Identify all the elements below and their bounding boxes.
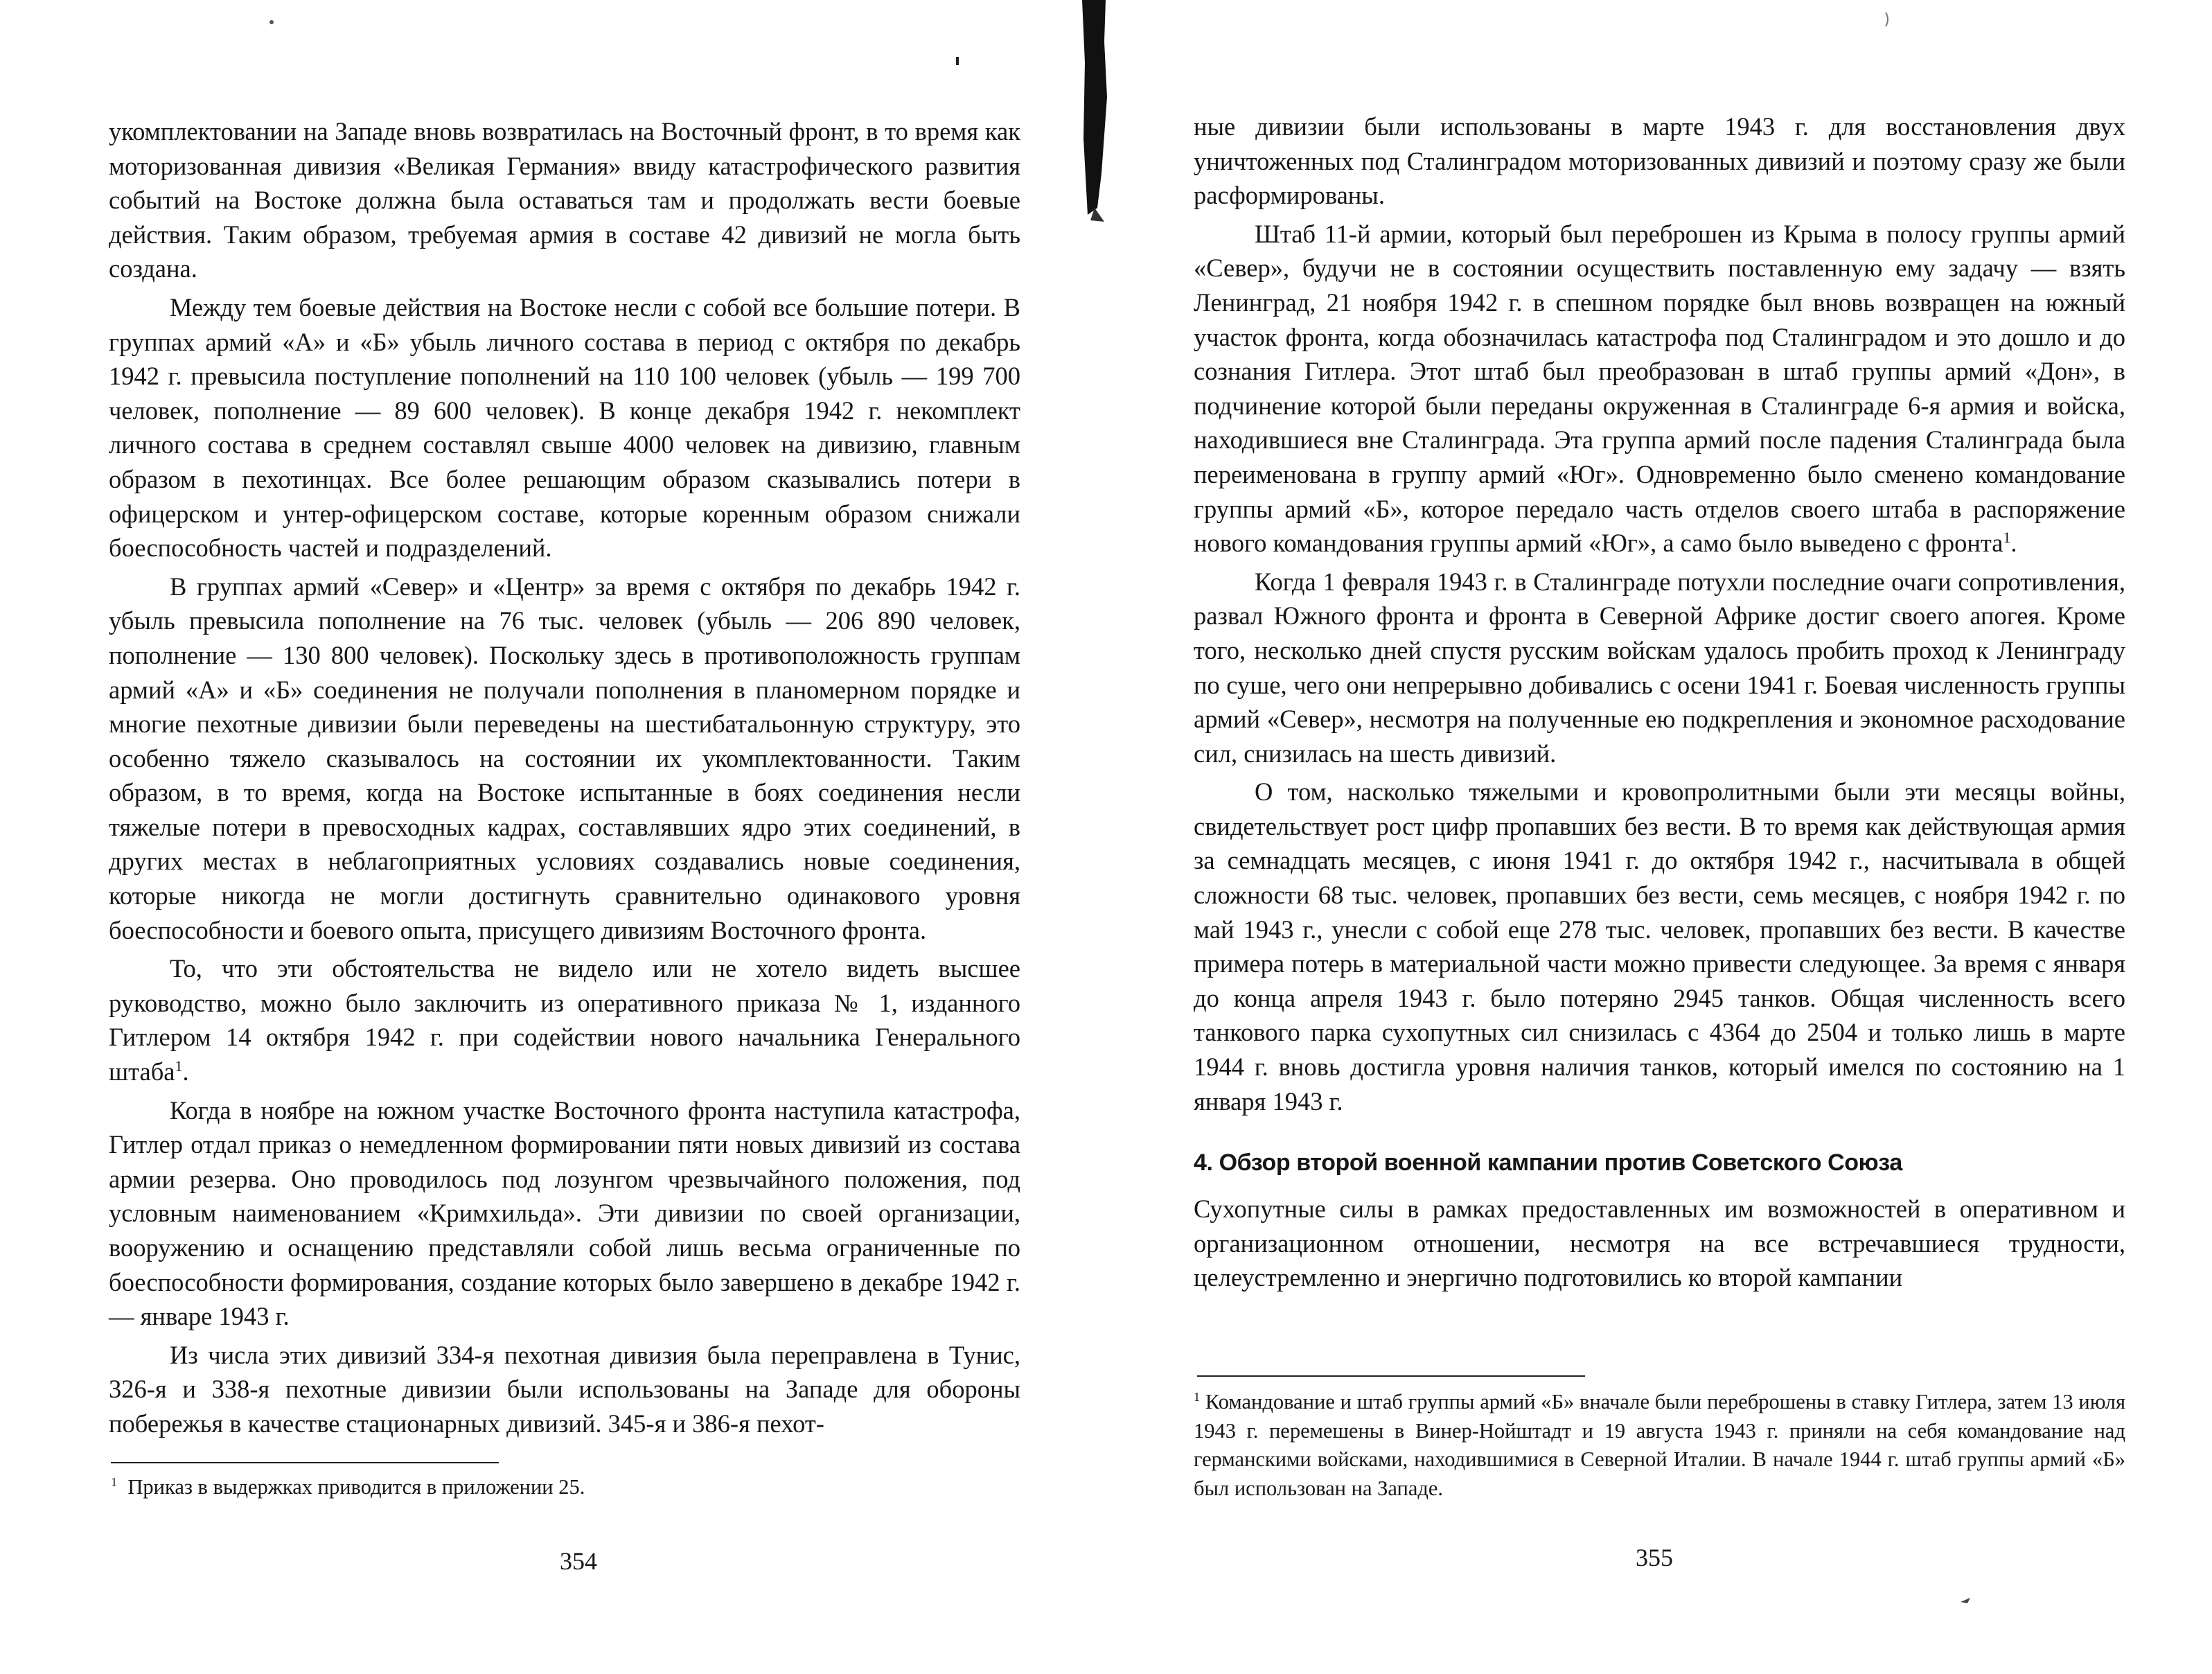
paragraph-text: То, что эти обстоятельства не видело или не хотело видеть высшее руководство, можно было заключить из оперативного приказа № 1, изданного Гитлером 14 октября 1942 г. при содействии нового начальника Генерального штаба (109, 954, 1020, 1086)
footnote-separator (111, 1462, 499, 1463)
paragraph: Когда в ноябре на южном участке Восточного фронта наступила катастрофа, Гитлер отдал приказ о немедленном формировании пяти новых дивизий из состава армии резерва. Оно проводилось под лозунгом чрезвычайного положения, под условным наименованием «Кримхильда». Эти дивизии по своей организации, вооружению и оснащению представляли собой лишь весьма ограниченные по боеспособности формирования, создание которых было завершено в декабре 1942 г. — январе 1943 г. (109, 1095, 1020, 1331)
paragraph: О том, насколько тяжелыми и кровопролитными были эти месяцы войны, свидетельствует рост цифр пропавших без вести. В то время как действующая армия за семнадцать месяцев, с июня 1941 г. до октября 1942 г., насчитывала в общей сложности 68 тыс. человек, пропавших без вести, семь месяцев, с ноября 1942 г. по май 1943 г., унесли с собой еще 278 тыс. человек, пропавших без вести. В качестве примера потерь в материальной части можно привести следующее. За время с января до конца апреля 1943 г. было потеряно 2945 танков. Общая численность всего танкового парка сухопутных сил снизилась с 4364 до 2504 и только лишь в марте 1944 г. вновь достигла уровня наличия танков, который имелся по состоянию на 1 января 1943 г. (1194, 777, 2125, 1116)
paragraph: Сухопутные силы в рамках предоставленных им возможностей в оперативном и организационном отношении, несмотря на все встречавшиеся трудности, целеустремленно и энергично подготовились ко второй кампании (1194, 1195, 2125, 1292)
footnote-separator (1197, 1375, 1585, 1377)
paragraph-with-footnote-ref: То, что эти обстоятельства не видело или не хотело видеть высшее руководство, можно было заключить из оперативного приказа № 1, изданного Гитлером 14 октября 1942 г. при содействии нового начальника Генерального штаба$^1$. (109, 954, 1020, 1086)
footnote-reference: 1 (175, 1057, 183, 1075)
paragraph: Между тем боевые действия на Востоке несли с собой все большие потери. В группах армий «А» и «Б» убыль личного состава в период с октября по декабрь 1942 г. превысила поступление пополнений на 110 100 человек (убыль — 199 700 человек, пополнение — 89 600 человек). В конце декабря 1942 г. некомплект личного состава в среднем составлял свыше 4000 человек на дивизию, главным образом в пехотинцах. Все более решающим образом сказывались потери в офицерском и унтер-офицерском составе, которые коренным образом снижали боеспособность частей и подразделений. (109, 292, 1020, 563)
footnote-text: Командование и штаб группы армий «Б» вначале были переброшены в ставку Гитлера, затем 13 июля 1943 г. перемешены в Винер-Нойштадт и 19 августа 1943 г. приняли на себя командование над германскими войсками, находившимися в Северной Италии. В начале 1944 г. штаб группы армий «Б» был использован на Западе. (1194, 1390, 2125, 1500)
paragraph: Когда 1 февраля 1943 г. в Сталинграде потухли последние очаги сопротивления, развал Южного фронта и фронта в Северной Африке достиг своего апогея. Кроме того, несколько дней спустя русским войскам удалось пробить проход к Ленинграду по суше, чего они непрерывно добивались с осени 1941 г. Боевая численность группы армий «Север», несмотря на полученные ею подкрепления и экономное расходование сил, снизилась на шесть дивизий. (1194, 567, 2125, 768)
paragraph-text: Штаб 11-й армии, который был переброшен из Крыма в полосу группы армий «Север», будучи не в состоянии осуществить поставленную ему задачу — взять Ленинград, 21 ноября 1942 г. в спешном порядке был вновь возвращен на южный участок фронта, когда обозначилась катастрофа под Сталинградом и это дошло и до сознания Гитлера. Этот штаб был преобразован в штаб группы армий «Дон», в подчинение которой были переданы окруженная в Сталинграде 6-я армия и войска, находившиеся вне Сталинграда. Эта группа армий после падения Сталинграда была переименована в группу армий «Юг». Одновременно было сменено командование группы армий «Б», которое передало часть отделов своего штаба в распоряжение нового командования группы армий «Юг», а само было выведено с фронта (1194, 219, 2125, 558)
paragraph: укомплектовании на Западе вновь возвратилась на Восточный фронт, в то время как моторизованная дивизия «Великая Германия» ввиду катастрофического развития событий на Востоке должна была оставаться там и продолжать вести боевые действия. Таким образом, требуемая армия в составе 42 дивизий не могла быть создана. (109, 117, 1020, 283)
gutter-shadow (1081, 0, 1108, 222)
section-heading: 4. Обзор второй военной кампании против Советского Союза (1194, 1149, 1902, 1177)
footnote-marker: 1 (1194, 1389, 1201, 1404)
left-page (0, 0, 1081, 1674)
page-number: 355 (1636, 1544, 1673, 1571)
footnote (1194, 1388, 2125, 1503)
right-page-body (1194, 109, 2125, 1299)
paragraph: В группах армий «Север» и «Центр» за время с октября по декабрь 1942 г. убыль превысила пополнение на 76 тыс. человек (убыль — 206 890 человек, пополнение — 130 800 человек). Поскольку здесь в противоположность группам армий «А» и «Б» соединения не получали пополнения в планомерном порядке и многие пехотные дивизии были переведены на шестибатальонную структуру, это особенно тяжело сказывалось на состоянии их укомплектованности. Таким образом, в то время, когда на Востоке испытанные в боях соединения несли тяжелые потери в превосходных кадрах, составлявших ядро этих соединений, в других местах в неблагоприятных условиях создавались новые соединения, которые никогда не могли достигнуть сравнительно одинакового уровня боеспособности и боевого опыта, присущего дивизиям Восточного фронта. (109, 572, 1020, 944)
left-page-body (109, 114, 1020, 1445)
footnote (111, 1473, 1023, 1502)
right-page (1108, 0, 2212, 1674)
footnote-reference: 1 (2003, 528, 2011, 546)
footnote-text: Приказ в выдержках приводится в приложении 25. (127, 1475, 585, 1499)
footnote-marker: 1 (111, 1474, 118, 1489)
paragraph-with-footnote-ref: Штаб 11-й армии, который был переброшен из Крыма в полосу группы армий «Север», будучи не в состоянии осуществить поставленную ему задачу — взять Ленинград, 21 ноября 1942 г. в спешном порядке был вновь возвращен на южный участок фронта, когда обозначилась катастрофа под Сталинградом и это дошло и до сознания Гитлера. Этот штаб был преобразован в штаб группы армий «Дон», в подчинение которой были переданы окруженная в Сталинграде 6-я армия и войска, находившиеся вне Сталинграда. Эта группа армий после падения Сталинграда была переименована в группу армий «Юг». Одновременно было сменено командование группы армий «Б», которое передало часть отделов своего штаба в распоряжение нового командования группы армий «Юг», а само было выведено с фронта$^1$. (1194, 219, 2125, 558)
paragraph: ные дивизии были использованы в марте 1943 г. для восстановления двух уничтоженных под Сталинградом моторизованных дивизий и поэтому сразу же были расформированы. (1194, 112, 2125, 210)
paragraph: Из числа этих дивизий 334-я пехотная дивизия была переправлена в Тунис, 326-я и 338-я пехотные дивизии были использованы на Западе для обороны побережья в качестве стационарных дивизий. 345-я и 386-я пехот- (109, 1340, 1020, 1438)
page-number: 354 (560, 1547, 597, 1575)
